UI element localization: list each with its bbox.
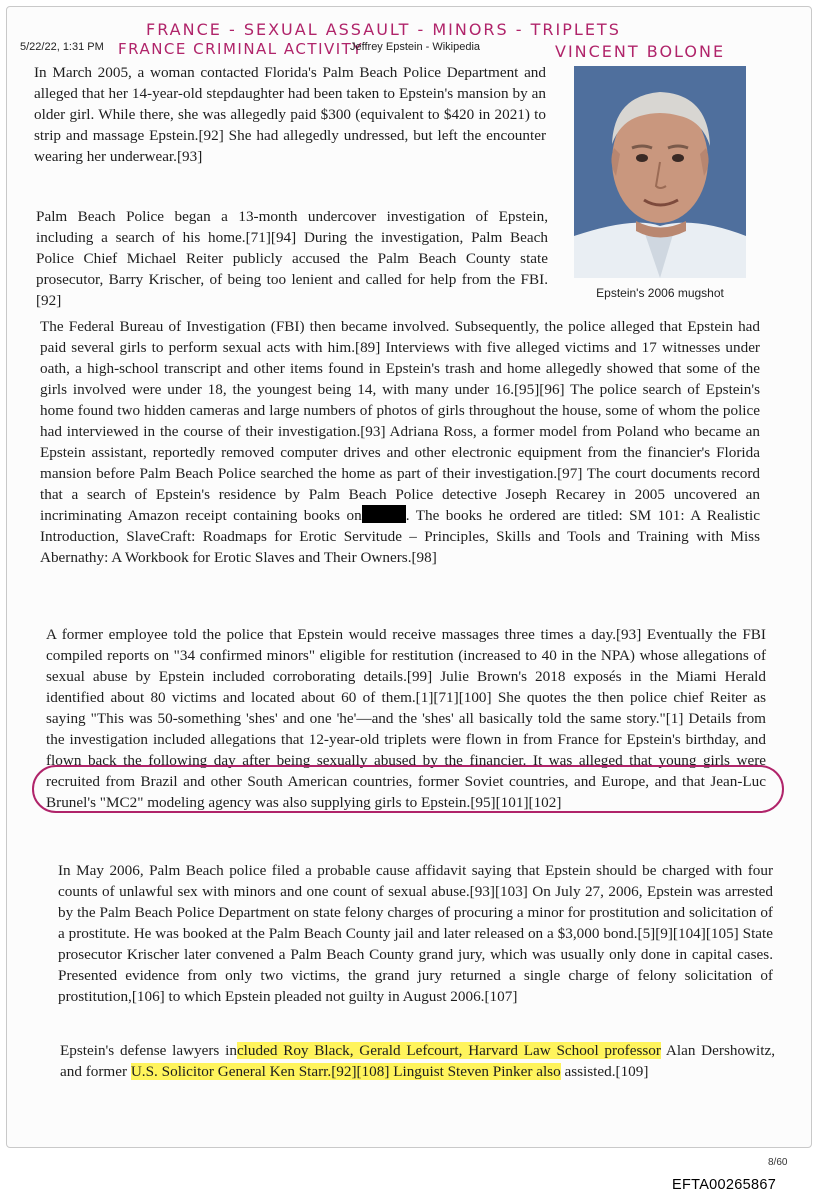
mugshot-figure [574, 66, 746, 300]
handwritten-annotation-criminal: FRANCE CRIMINAL ACTIVITY [118, 40, 364, 58]
paragraph-text: In May 2006, Palm Beach police filed a probable cause affidavit saying that Epstein should be charged with four counts of unlawful sex with minors and one count of sexual abuse.[93][103] On July 27, 2006, Epstein was arrested by the Palm Beach Police Department on state felony charges of procuring a minor for prostitution and solicitation of a prostitute. He was booked at the Palm Beach County jail and later released on a $3,000 bond.[5][9][104][105] State prosecutor Krischer later convened a Palm Beach County grand jury, which was usually only done in capital cases. Presented evidence from only two victims, the grand jury returned a single charge of felony solicitation of prostitution,[106] to which Epstein pleaded not guilty in August 2006.[107] [58, 862, 773, 1005]
redaction-box [362, 505, 406, 523]
paragraph-may-2006 [58, 860, 773, 1007]
paragraph-text: assisted.[109] [564, 1063, 649, 1080]
mugshot-caption: Epstein's 2006 mugshot [596, 286, 724, 300]
paragraph-text-continued: . The books he ordered are titled: SM 101: A Realistic Introduction, SlaveCraft: Roadmaps for Erotic Servitude – Principles, Skills and Tools and Training with Miss Abernathy: A Workbook for Erotic Slaves and Their Owners.[98] [40, 507, 760, 566]
paragraph-text: Palm Beach Police began a 13-month undercover investigation of Epstein, including a search of his home.[71][94] During the investigation, Palm Beach Police Chief Michael Reiter publicly accused the Palm Beach County state prosecutor, Barry Krischer, of being too lenient and called for help from the FBI.[92] [36, 208, 548, 309]
print-source-title: Jeffrey Epstein - Wikipedia [350, 41, 481, 53]
document-id: EFTA00265867 [672, 1177, 777, 1193]
highlighted-text: cluded Roy Black, Gerald Lefcourt, Harvard Law School professor [236, 1042, 661, 1059]
print-datetime: 5/22/22, 1:31 PM [20, 41, 104, 53]
paragraph-text: In March 2005, a woman contacted Florida's Palm Beach Police Department and alleged that her 14-year-old stepdaughter had been taken to Epstein's mansion by an older girl. While there, she was allegedly paid $300 (equivalent to $420 in 2021) to strip and massage Epstein.[92] She had allegedly undressed, but left the encounter wearing her underwear.[93] [34, 64, 546, 165]
handwritten-annotation-topics: FRANCE - SEXUAL ASSAULT - MINORS - TRIPLETS [146, 20, 621, 39]
paragraph-fbi-involvement [40, 316, 760, 568]
paragraph-former-employee [46, 624, 766, 813]
handwritten-annotation-name: VINCENT BOLONE [555, 42, 726, 61]
highlighted-text: U.S. Solicitor General Ken Starr.[92][108] Linguist Steven Pinker also [130, 1063, 561, 1080]
paragraph-text: Epstein's defense lawyers in [60, 1042, 237, 1059]
paragraph-text: A former employee told the police that Epstein would receive massages three times a day.[93] Eventually the FBI compiled reports on "34 confirmed minors" eligible for restitution (increased to 40 in the NPA) whose allegations of sexual abuse by Epstein included corroborating details.[99] Julie Brown's 2018 exposés in the Miami Herald identified about 80 victims and located about 60 of them.[1][71][100] She quotes the then police chief Reiter as saying "This was 50-something 'shes' and one 'he'—and the 'shes' all basically told the same story."[1] Details from the investigation included allegations that 12-year-old triplets were flown in from France for Epstein's birthday, and flown back the following day after being sexually abused by the financier. It was alleged that young girls were recruited from Brazil and other South American countries, former Soviet countries, and Europe, and that Jean-Luc Brunel's "MC2" modeling agency was also supplying girls to Epstein.[95][101][102] [46, 626, 766, 811]
mugshot-image [574, 66, 746, 278]
paragraph-text: The Federal Bureau of Investigation (FBI) then became involved. Subsequently, the police alleged that Epstein had paid several girls to perform sexual acts with him.[89] Interviews with five alleged victims and 17 witnesses under oath, a high-school transcript and other items found in Epstein's trash and home allegedly showed that some of the girls involved were under 18, the youngest being 14, with many under 16.[95][96] The police search of Epstein's home found two hidden cameras and large numbers of photos of girls throughout the house, some of whom the police had interviewed in the course of their investigation.[93] Adriana Ross, a former model from Poland who became an Epstein assistant, reportedly removed computer drives and other electronic equipment from the financier's Florida mansion before Palm Beach Police searched the home as part of their investigation.[97] The court documents record that a search of Epstein's residence by Palm Beach Police detective Joseph Recarey in 2005 uncovered an incriminating Amazon receipt containing books on [40, 318, 760, 524]
paragraph-defense-lawyers [60, 1040, 775, 1082]
paragraph-march-2005 [34, 62, 546, 167]
page-number: 8/60 [768, 1157, 788, 1168]
paragraph-text: Alan Dershowitz, and former [60, 1042, 775, 1080]
paragraph-undercover-investigation [36, 206, 548, 311]
portrait-illustration [574, 66, 746, 278]
